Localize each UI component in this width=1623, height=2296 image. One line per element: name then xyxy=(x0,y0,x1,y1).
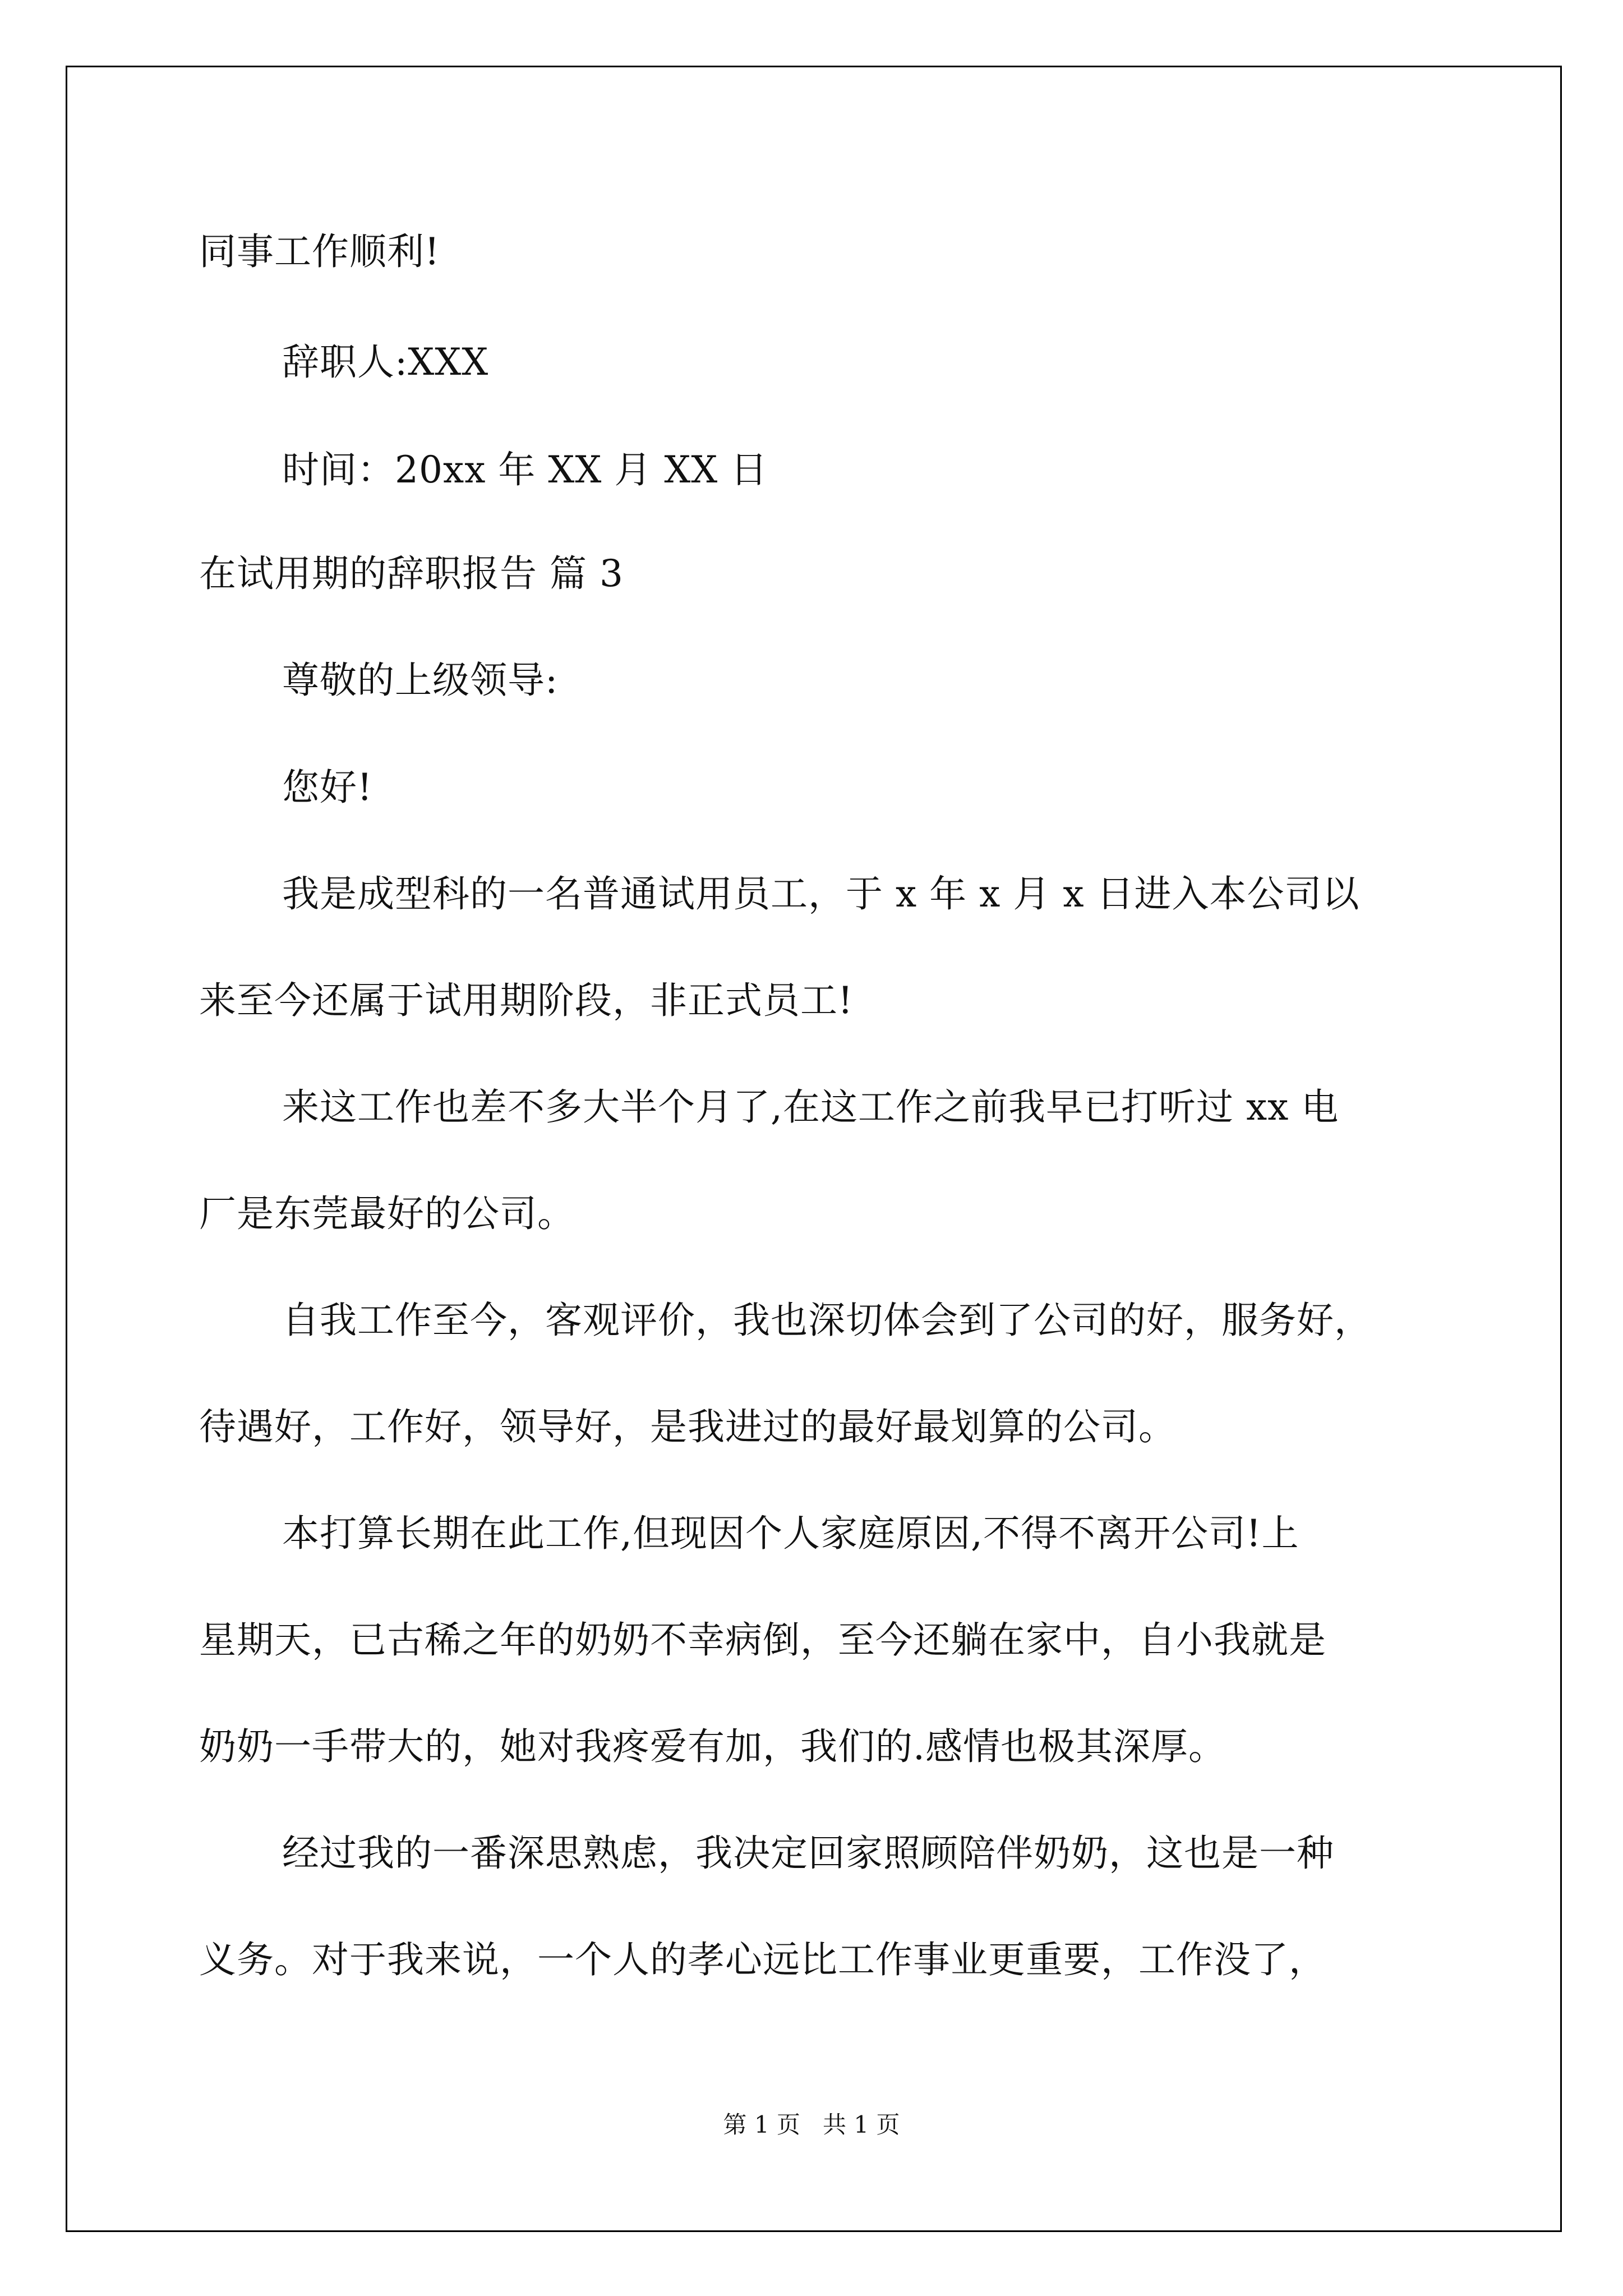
greeting-line: 您好! xyxy=(282,766,373,809)
paragraph-2-line-2: 厂是东莞最好的公司。 xyxy=(199,1192,575,1235)
paragraph-4-line-1: 本打算长期在此工作,但现因个人家庭原因,不得不离开公司!上 xyxy=(282,1512,1299,1555)
date-line: 时间：20xx 年 XX 月 XX 日 xyxy=(282,448,768,491)
page-border xyxy=(66,66,1562,2232)
paragraph-4-line-3: 奶奶一手带大的，她对我疼爱有加，我们的.感情也极其深厚。 xyxy=(199,1725,1226,1768)
page-number-footer: 第 1 页 共 1 页 xyxy=(723,2111,900,2138)
paragraph-3-line-2: 待遇好，工作好，领导好，是我进过的最好最划算的公司。 xyxy=(199,1405,1176,1448)
paragraph-3-line-1: 自我工作至今，客观评价，我也深切体会到了公司的好，服务好， xyxy=(282,1299,1372,1342)
section-heading: 在试用期的辞职报告 篇 3 xyxy=(199,552,624,595)
paragraph-5-line-1: 经过我的一番深思熟虑，我决定回家照顾陪伴奶奶，这也是一种 xyxy=(282,1832,1334,1875)
signer-line: 辞职人:XXX xyxy=(282,341,489,384)
paragraph-5-line-2: 义务。对于我来说，一个人的孝心远比工作事业更重要，工作没了， xyxy=(199,1938,1326,1981)
paragraph-2-line-1: 来这工作也差不多大半个月了,在这工作之前我早已打听过 xx 电 xyxy=(282,1085,1339,1129)
paragraph-4-line-2: 星期天，已古稀之年的奶奶不幸病倒，至今还躺在家中，自小我就是 xyxy=(199,1618,1326,1662)
salutation-line: 尊敬的上级领导: xyxy=(282,659,559,702)
paragraph-1-line-2: 来至今还属于试用期阶段，非正式员工! xyxy=(199,979,854,1022)
closing-wish-line: 同事工作顺利! xyxy=(199,230,440,273)
paragraph-1-line-1: 我是成型科的一名普通试用员工，于 x 年 x 月 x 日进入本公司以 xyxy=(282,872,1360,915)
